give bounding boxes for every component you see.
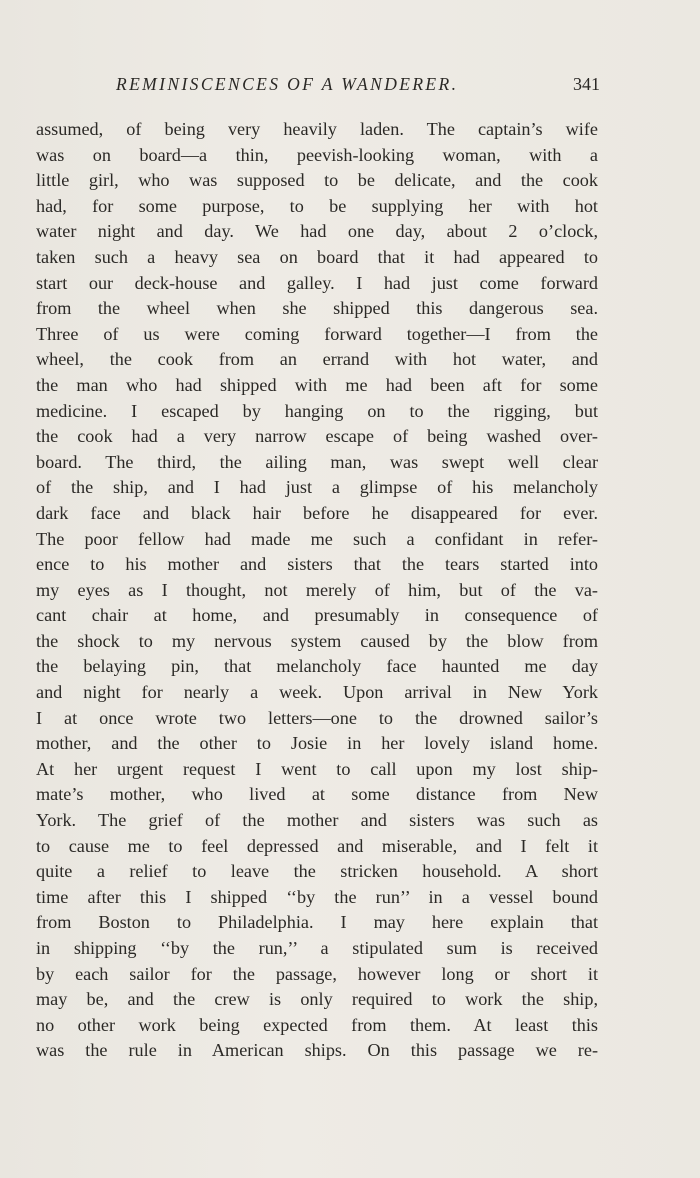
text-line: cant chair at home, and presumably in consequence of	[36, 605, 598, 626]
text-line: mother, and the other to Josie in her lovely island home.	[36, 733, 598, 754]
text-line: dark face and black hair before he disappeared for ever.	[36, 502, 598, 523]
text-line: At her urgent request I went to call upon my lost ship-	[36, 758, 598, 779]
text-line: quite a relief to leave the stricken household. A short	[36, 861, 598, 882]
text-line: my eyes as I thought, not merely of him, but of the va-	[36, 579, 598, 600]
text-line: the belaying pin, that melancholy face haunted me day	[36, 656, 598, 677]
body-text	[36, 117, 598, 1064]
text-line: was the rule in American ships. On this passage we re-	[36, 1040, 598, 1061]
page-number: 341	[573, 74, 600, 94]
text-line: the cook had a very narrow escape of being washed over-	[36, 426, 598, 447]
text-line: I at once wrote two letters—one to the drowned sailor’s	[36, 707, 598, 728]
page-header	[36, 74, 600, 98]
text-line: may be, and the crew is only required to work the ship,	[36, 989, 598, 1010]
text-line: medicine. I escaped by hanging on to the rigging, but	[36, 400, 598, 421]
text-line: board. The third, the ailing man, was swept well clear	[36, 451, 598, 472]
text-line: from Boston to Philadelphia. I may here explain that	[36, 912, 598, 933]
text-line: York. The grief of the mother and sisters was such as	[36, 810, 598, 831]
text-line: was on board—a thin, peevish-looking woman, with a	[36, 144, 598, 165]
text-line: little girl, who was supposed to be delicate, and the cook	[36, 170, 598, 191]
text-line: the man who had shipped with me had been aft for some	[36, 374, 598, 395]
text-line: of the ship, and I had just a glimpse of his melancholy	[36, 477, 598, 498]
text-line: in shipping ‘‘by the run,’’ a stipulated sum is received	[36, 938, 598, 958]
text-line: from the wheel when she shipped this dangerous sea.	[36, 298, 598, 319]
text-line: The poor fellow had made me such a confidant in refer-	[36, 528, 598, 549]
text-line: mate’s mother, who lived at some distance from New	[36, 784, 598, 805]
text-line: wheel, the cook from an errand with hot water, and	[36, 349, 598, 370]
running-head: REMINISCENCES OF A WANDERER.	[116, 74, 459, 94]
text-line: no other work being expected from them. At least this	[36, 1014, 598, 1035]
text-line: the shock to my nervous system caused by the blow from	[36, 630, 598, 651]
text-line: and night for nearly a week. Upon arrival in New York	[36, 682, 598, 703]
text-line: start our deck-house and galley. I had just come forward	[36, 272, 598, 293]
text-line: time after this I shipped ‘‘by the run’’ in a vessel bound	[36, 886, 598, 907]
text-line: had, for some purpose, to be supplying her with hot	[36, 195, 598, 216]
text-line: assumed, of being very heavily laden. The captain’s wife	[36, 119, 598, 139]
text-line: ence to his mother and sisters that the tears started into	[36, 554, 598, 575]
text-line: Three of us were coming forward together—I from the	[36, 323, 598, 344]
text-line: water night and day. We had one day, about 2 o’clock,	[36, 221, 598, 242]
text-line: taken such a heavy sea on board that it had appeared to	[36, 246, 598, 267]
text-line: by each sailor for the passage, however long or short it	[36, 963, 598, 984]
text-line: to cause me to feel depressed and miserable, and I felt it	[36, 835, 598, 856]
